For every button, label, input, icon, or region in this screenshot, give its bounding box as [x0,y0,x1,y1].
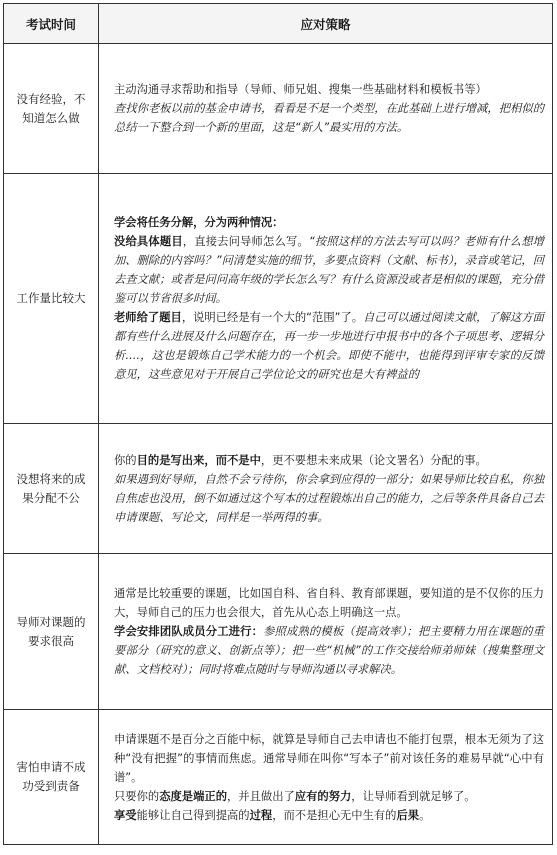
table-row [4,710,553,845]
paragraph [114,308,544,384]
paragraph: 申请课题不是百分之百能中标，就算是导师自己去申请也不能打包票，根本无须为了这种“没有把握”的事情而焦虑。通常导师在叫你“写本子”前对该任务的难易早就“心中有谱”。 [114,732,544,784]
paragraph [114,787,544,806]
paragraph-italic: 如果遇到好导师，自然不会亏待你，你会拿到应得的一部分；如果导师比较自私，你独自焦虑也没用，倒不如通过这个写本的过程锻炼出自己的能力，之后等条件具备自己去申请课题、写论文，同样是一举两得的事。 [114,472,544,524]
bold-text: 应有的努力 [294,789,352,803]
text: ，说明已经是有一个大的“范围”了。 [181,311,364,324]
bold-text: 态度是端正的 [159,789,227,803]
row-content [99,424,553,554]
text: ，并且做出了 [227,789,295,803]
bold-text: 过程 [249,808,273,822]
text: ，直接去问导师怎么写。 [182,235,309,248]
text: 你的 [114,453,137,467]
paragraph-bold: 学会将任务分解，分为两种情况： [114,216,284,229]
italic-text: 自己可以通过阅读文献，了解这方面都有些什么进展及什么问题存在，再一步一步地进行申报书中的各个子项思考、逻辑分析....，这也是锻炼自己学术能力的一个机会。即使不能中，也能得到评审专家的反馈意见，这些意见对于开展自己学位论文的研究也是大有裨益的 [114,311,544,381]
bold-text: 老师给了题目 [114,311,182,324]
table-row [4,44,553,174]
paragraph [114,622,544,679]
row-label: 没有经验，不知道怎么做 [4,44,99,174]
italic-text: 参照成熟的模板（提高效率）；把主要精力用在课题的重要部分（研究的意义、创新点等）；把一些“机械”的工作交接给师弟师妹（搜集整理文献、文档校对）；同时将难点随时与导师沟通以寻求解决。 [114,625,544,676]
row-content [99,174,553,424]
bold-text: 学会安排团队成员分工进行： [114,625,264,638]
text: ，而不是担心无中生有的 [272,808,397,822]
bold-text: 没给具体题目 [114,235,183,248]
paragraph [114,232,544,308]
row-content [99,44,553,174]
paragraph: 主动沟通寻求帮助和指导（导师、师兄姐、搜集一些基础材料和模板书等） [114,83,487,96]
bold-text: 目的是写出来，而不是中 [136,453,261,467]
bold-text: 享受 [114,808,137,822]
italic-text: “按照这样的方法去写可以吗？老师有什么想增加、删除的内容吗？”问清楚实施的细节，多要点资料（文献、标书），录音或笔记，回去查文献；或者是问问高年级的学长怎么写？有什么资源没或者是相似的课题，充分借鉴可以节省很多时间。 [114,235,544,305]
paragraph [114,451,544,470]
text: 只要你的 [114,789,160,803]
row-label: 害怕申请不成功受到责备 [4,710,99,845]
table-row [4,174,553,424]
table-row [4,424,553,554]
table-header-row [4,4,553,44]
row-label: 工作量比较大 [4,174,99,424]
table-row [4,554,553,710]
text: ，让导师看到就足够了。 [351,789,476,803]
text: 。 [419,808,431,822]
text: ，更不要想未来成果（论文署名）分配的事。 [260,453,487,467]
row-label: 没想将来的成果分配不公 [4,424,99,554]
paragraph-italic: 查找你老板以前的基金申请书，看看是不是一个类型，在此基础上进行增减，把相似的总结一下整合到一个新的里面，这是“新人”最实用的方法。 [114,102,544,134]
bold-text: 后果 [396,808,420,822]
header-strategy: 应对策略 [99,4,553,44]
header-exam-time: 考试时间 [4,4,99,44]
row-label: 导师对课题的要求很高 [4,554,99,710]
row-content [99,710,553,845]
paragraph [114,806,544,825]
strategy-table [3,3,553,845]
row-content [99,554,553,710]
paragraph: 通常是比较重要的课题，比如国自科、省自科、教育部课题，要知道的是不仅你的压力大，导师自己的压力也会很大，首先从心态上明确这一点。 [114,587,544,619]
text: 能够让自己得到提高的 [136,808,250,822]
